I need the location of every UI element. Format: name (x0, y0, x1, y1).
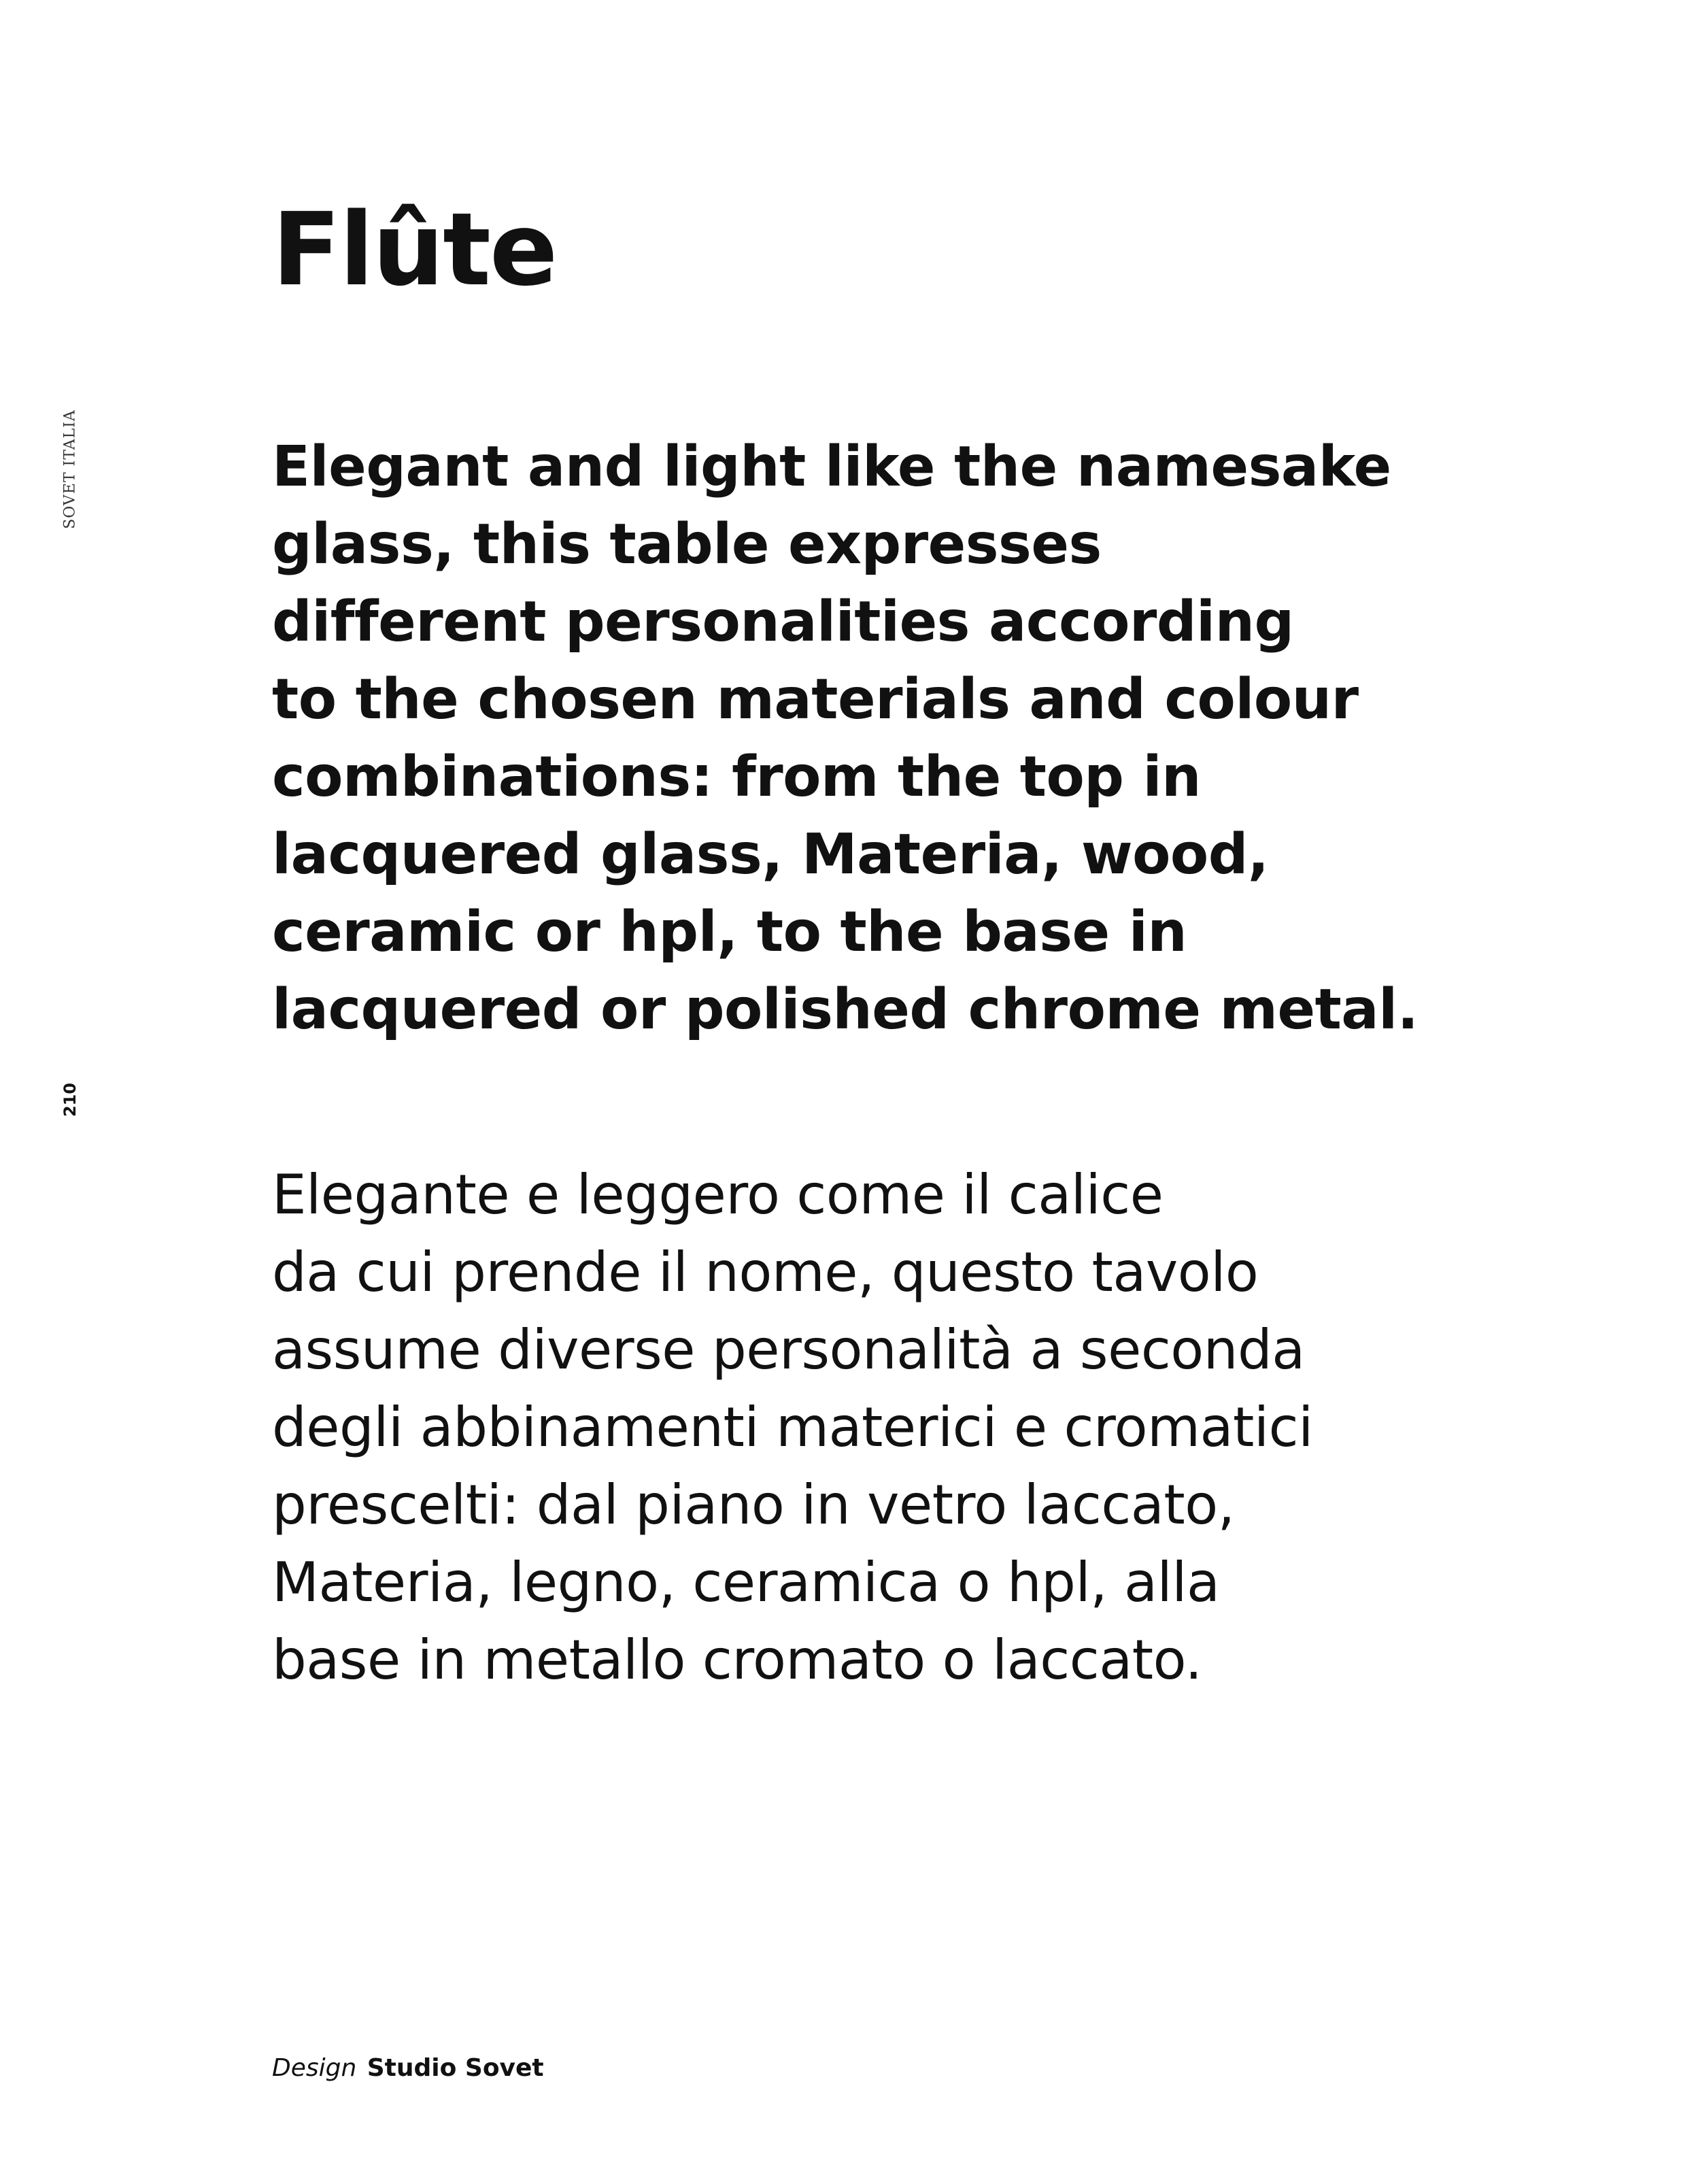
sidebar-brand: SOVET ITALIA (61, 409, 79, 529)
design-credit-label: Design (272, 2054, 357, 2082)
english-description-line: different personalities according (272, 590, 1294, 654)
english-description-line: Elegant and light like the namesake (272, 435, 1391, 499)
italian-description-line: Elegante e leggero come il calice (272, 1163, 1164, 1226)
italian-description-line: degli abbinamenti materici e cromatici (272, 1396, 1313, 1459)
italian-description-line: da cui prende il nome, questo tavolo (272, 1241, 1259, 1304)
page-number: 210 (61, 1082, 80, 1118)
english-description-line: glass, this table expresses (272, 512, 1102, 577)
design-credit-name: Studio Sovet (367, 2054, 544, 2082)
italian-description-line: assume diverse personalità a seconda (272, 1318, 1305, 1381)
italian-description-line: Materia, legno, ceramica o hpl, alla (272, 1551, 1220, 1614)
english-description (272, 429, 1564, 1049)
italian-description-line: prescelti: dal piano in vetro laccato, (272, 1473, 1235, 1536)
english-description-line: ceramic or hpl, to the base in (272, 900, 1187, 964)
page-title: Flûte (272, 191, 557, 308)
english-description-line: to the chosen materials and colour (272, 667, 1359, 732)
italian-description (272, 1156, 1564, 1699)
italian-description-line: base in metallo cromato o laccato. (272, 1628, 1202, 1692)
design-credit (272, 2054, 544, 2082)
english-description-line: lacquered glass, Materia, wood, (272, 822, 1269, 887)
english-description-line: lacquered or polished chrome metal. (272, 977, 1419, 1042)
english-description-line: combinations: from the top in (272, 745, 1202, 809)
